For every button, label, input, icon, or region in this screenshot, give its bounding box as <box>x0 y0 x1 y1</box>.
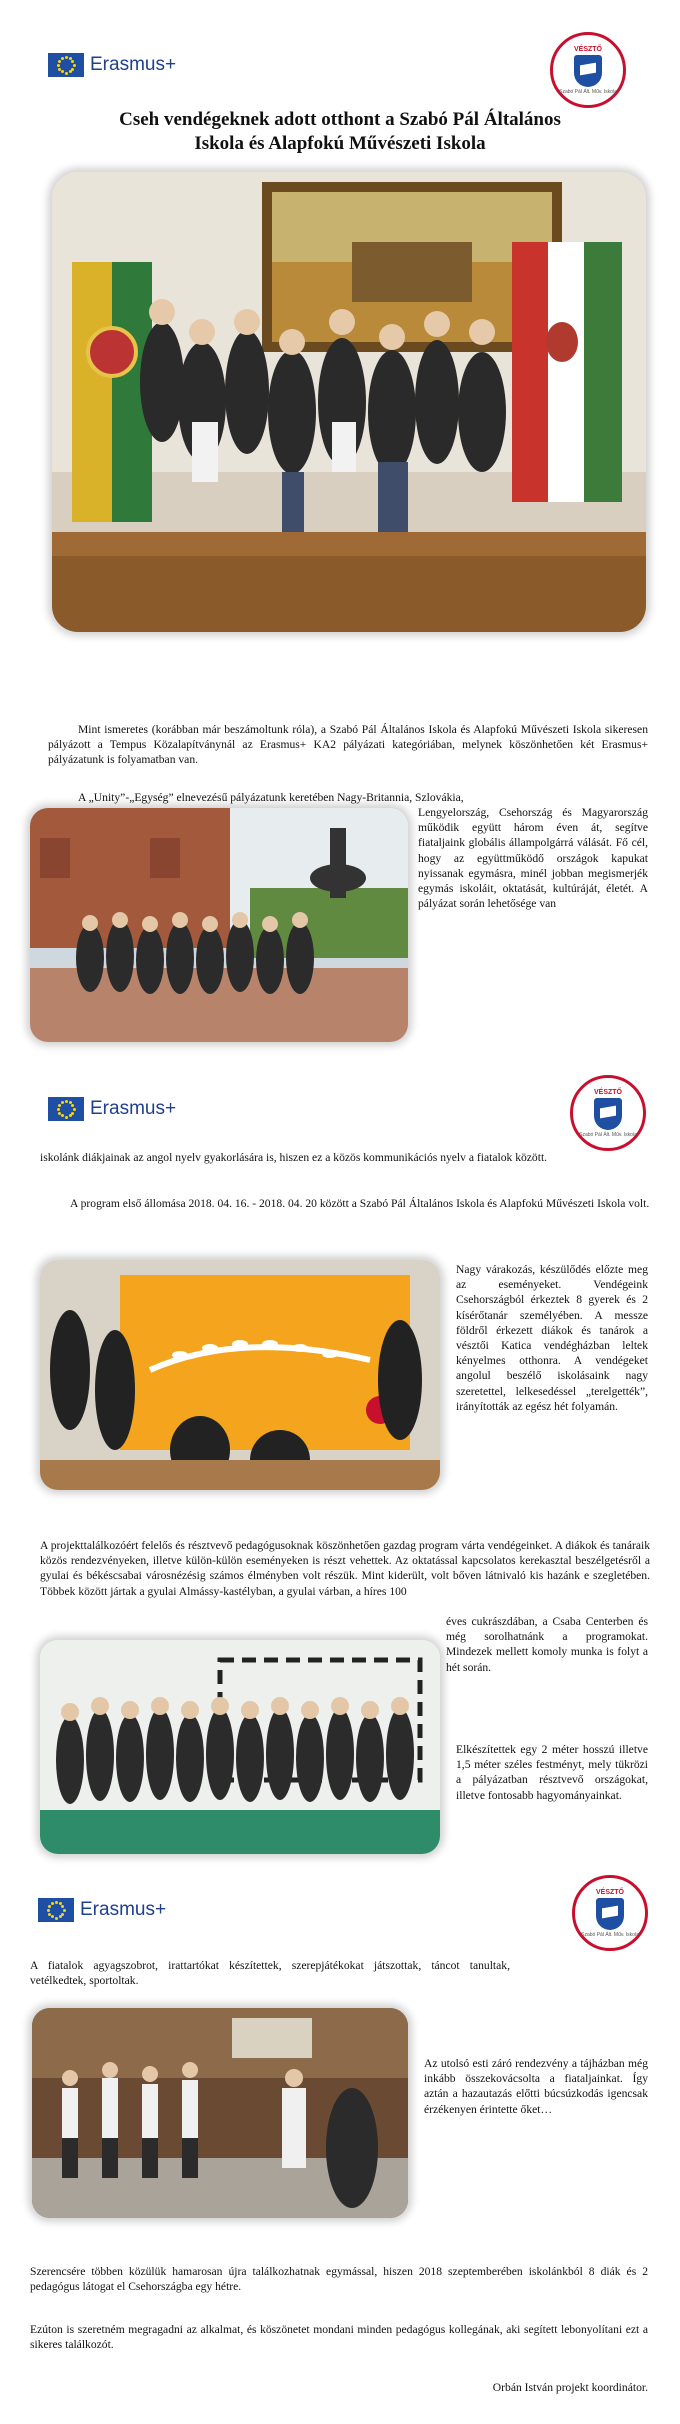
eu-star-icon <box>73 64 76 67</box>
logo-top-text: VÉSZTŐ <box>573 45 602 53</box>
erasmus-label: Erasmus+ <box>90 54 177 75</box>
eu-flag-icon <box>48 53 84 77</box>
eu-star-icon <box>55 1901 58 1904</box>
paragraph-painting: Elkészítettek egy 2 méter hosszú illetve 1,5 méter széles festményt, mely tükrözi a pályázatban résztvevő országokat, illetve fontosabb hagyományainkat. <box>456 1743 648 1802</box>
school-logo-3 <box>572 1875 648 1951</box>
eu-star-icon <box>61 1905 64 1908</box>
eu-star-icon <box>73 1108 76 1111</box>
eu-star-icon <box>61 70 64 73</box>
erasmus-plus-logo <box>48 53 176 77</box>
eu-star-icon <box>65 56 68 59</box>
paragraph-program-cont: éves cukrászdában, a Csaba Centerben és még sorolhatnánk a programokat. Mindezek mellett komoly munka is folyt a hét során. <box>446 1615 648 1674</box>
paragraph-program: A projekttalálkozóért felelős és résztvevő pedagógusoknak köszönhetően gazdag program várta vendégeinket. A diákok és tanáraik közös rendezvényeken, illetve külön-külön eseményeken is részt vehettek. Az oktatással kapcsolatos kerekasztal beszélgetésről a gyulai és békéscsabai városnézésig számos élményben volt részük. Mint kiderült, volt bőven látnivaló kis hazánk e szegletében. Többek között jártak a gyulai Almássy-kastélyban, a gyulai várban, a híres 100 <box>40 1539 650 1598</box>
signature: Orbán István projekt koordinátor. <box>492 2381 648 2394</box>
eu-star-icon <box>65 1100 68 1103</box>
eu-star-icon <box>58 60 61 63</box>
group-photo-flags <box>52 172 646 632</box>
eu-star-icon <box>51 1915 54 1918</box>
eu-star-icon <box>58 1104 61 1107</box>
page-title <box>30 108 650 156</box>
eu-star-icon <box>71 60 74 63</box>
school-logo-2 <box>570 1075 646 1151</box>
erasmus-plus-logo-3 <box>38 1898 166 1922</box>
eu-star-icon <box>71 68 74 71</box>
shield-icon <box>596 1898 624 1930</box>
paragraph-unity-cont: Lengyelország, Csehország és Magyarország működik együtt három éven át, segítve fiataljaink globális állampolgárrá válását. Fő cél, hogy az együttműködő országok kapukat nyissanak egymásra, minél jobban megismerjék egymás iskoláit, oktatását, kultúráját, életét. A pályázat során lehetősége van <box>418 806 648 911</box>
paragraph-english: iskolánk diákjainak az angol nyelv gyakorlására is, hiszen ez a közös kommunikációs nyelv a fiatalok között. <box>40 1151 548 1164</box>
erasmus-plus-logo-2 <box>48 1097 176 1121</box>
dance-photo <box>32 2008 408 2218</box>
erasmus-label: Erasmus+ <box>90 1098 177 1119</box>
eu-star-icon <box>71 1104 74 1107</box>
eu-star-icon <box>51 1902 54 1905</box>
eu-star-icon <box>61 1913 64 1916</box>
eu-star-icon <box>69 70 72 73</box>
logo-top-text: VÉSZTŐ <box>595 1888 624 1896</box>
paragraph-arrival: Nagy várakozás, készülődés előzte meg az eseményeket. Vendégeink Csehországból érkeztek 8 gyerek és 2 kísérőtanár személyében. A messze földről érkezett diákok és tanárok a vésztői Katica vendégházban leltek kényelmes otthonra. A vendégeket angolul beszélő iskolásaink nagy szeretettel, lelkesedéssel „terelgették”, irányították az egész hét folyamán. <box>456 1263 648 1413</box>
eu-flag-icon <box>48 1097 84 1121</box>
paragraph-unity-start: A „Unity”-„Egység” elnevezésű pályázatunk keretében Nagy-Britannia, Szlovákia, <box>78 791 464 804</box>
eu-star-icon <box>59 1915 62 1918</box>
eu-star-icon <box>63 1909 66 1912</box>
shield-icon <box>594 1098 622 1130</box>
paragraph-intro: Mint ismeretes (korábban már beszámoltunk róla), a Szabó Pál Általános Iskola és Alapfokú Művészeti Iskola sikeresen pályázott a Tempus Közalapítványnál az Erasmus+ KA2 pályázati kategóriában, melynek köszönhetően két Erasmus+ pályázatunk is folyamatban van. <box>48 723 648 767</box>
eu-star-icon <box>71 1112 74 1115</box>
school-logo <box>550 32 626 108</box>
eu-star-icon <box>65 1116 68 1119</box>
eu-star-icon <box>47 1909 50 1912</box>
erasmus-label: Erasmus+ <box>80 1899 167 1920</box>
eu-flag-icon <box>38 1898 74 1922</box>
title-line-2: Iskola és Alapfokú Művészeti Iskola <box>194 133 486 154</box>
title-line-1: Cseh vendégeknek adott otthont a Szabó Pál Általános <box>119 109 561 130</box>
eu-star-icon <box>57 1108 60 1111</box>
eu-star-icon <box>65 72 68 75</box>
eu-star-icon <box>69 1114 72 1117</box>
logo-bottom-text: Szabó Pál Ált. Műv. Iskola <box>581 1931 639 1938</box>
eu-star-icon <box>48 1905 51 1908</box>
paragraph-closing-event: Az utolsó esti záró rendezvény a tájházban még inkább összekovácsolta a fiataljainkat. Így aztán a hazautazás előtti búcsúzkodás igencsak érzékenyen érintette őket… <box>424 2057 648 2116</box>
eu-star-icon <box>61 57 64 60</box>
logo-bottom-text: Szabó Pál Ált. Műv. Iskola <box>579 1131 637 1138</box>
eu-star-icon <box>48 1913 51 1916</box>
eu-star-icon <box>58 1112 61 1115</box>
paragraph-activities: A fiatalok agyagszobrot, irattartókat készítettek, szerepjátékokat játszottak, táncot tanultak, vetélkedtek, sportoltak. <box>30 1959 510 1988</box>
paragraph-future: Szerencsére többen közülük hamarosan újra találkozhatnak egymással, hiszen 2018 szeptemberében iskolánkból 8 diák és 2 pedagógus látogat el Csehországba egy hétre. <box>30 2265 648 2294</box>
group-photo-gym <box>40 1640 440 1854</box>
painting-photo <box>40 1260 440 1490</box>
logo-bottom-text: Szabó Pál Ált. Műv. Iskola <box>559 88 617 95</box>
eu-star-icon <box>58 68 61 71</box>
paragraph-thanks: Ezúton is szeretném megragadni az alkalmat, és köszönetet mondani minden pedagógus kollegának, aki segített lebonyolítani ezt a sikeres találkozót. <box>30 2323 648 2352</box>
paragraph-first-stop: A program első állomása 2018. 04. 16. - 2018. 04. 20 között a Szabó Pál Általános Iskola és Alapfokú Művészeti Iskola volt. <box>70 1197 650 1210</box>
eu-star-icon <box>61 1114 64 1117</box>
eu-star-icon <box>61 1101 64 1104</box>
group-photo-castle <box>30 808 408 1042</box>
eu-star-icon <box>55 1917 58 1920</box>
logo-top-text: VÉSZTŐ <box>593 1088 622 1096</box>
shield-icon <box>574 55 602 87</box>
eu-star-icon <box>57 64 60 67</box>
